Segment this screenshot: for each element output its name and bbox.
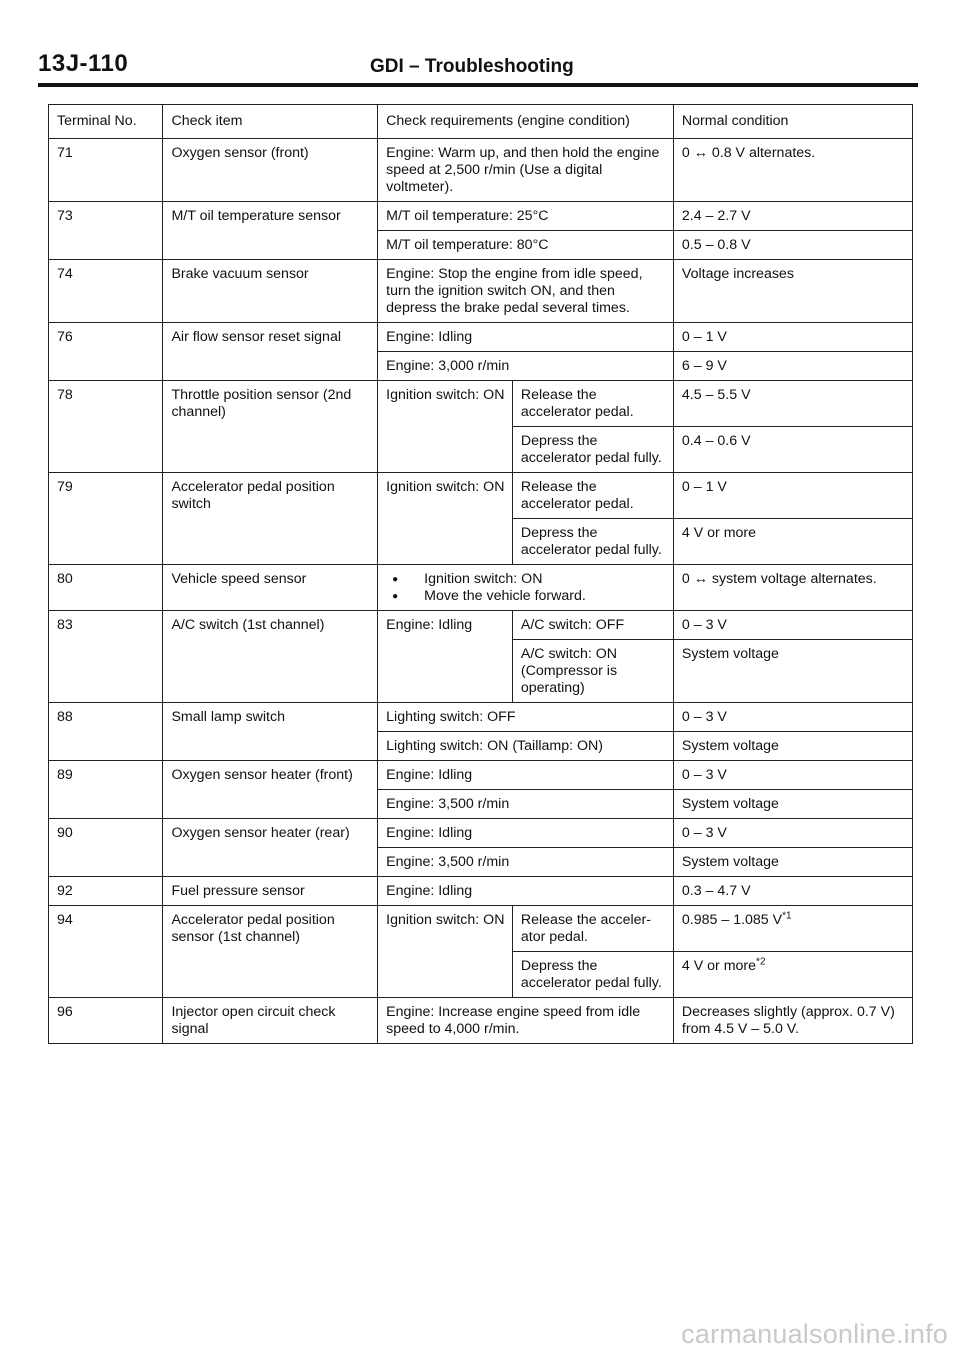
normal-condition: System voltage [673, 732, 912, 761]
check-item: Accelerator pedal position switch [163, 473, 378, 565]
check-item: Injector open circuit check signal [163, 998, 378, 1044]
terminal-no: 92 [49, 877, 163, 906]
check-requirement: Engine: 3,500 r/min [378, 790, 674, 819]
check-sub-requirement: A/C switch: OFF [512, 611, 673, 640]
normal-condition: 0 – 3 V [673, 611, 912, 640]
normal-condition [673, 906, 912, 952]
normal-condition: 4.5 – 5.5 V [673, 381, 912, 427]
check-sub-requirement: Depress the accelerator pedal fully. [512, 952, 673, 998]
table-row [49, 381, 913, 427]
check-requirement: Engine: Idling [378, 877, 674, 906]
normal-condition: 4 V or more [673, 519, 912, 565]
table-row [49, 819, 913, 848]
header-terminal: Terminal No. [49, 105, 163, 139]
check-item: Oxygen sensor (front) [163, 139, 378, 202]
terminal-no: 73 [49, 202, 163, 260]
troubleshooting-table [48, 104, 913, 1044]
check-item: Brake vacuum sensor [163, 260, 378, 323]
normal-condition: 0 – 3 V [673, 761, 912, 790]
terminal-no: 88 [49, 703, 163, 761]
check-item: Fuel pressure sensor [163, 877, 378, 906]
check-requirement: Lighting switch: ON (Taillamp: ON) [378, 732, 674, 761]
normal-condition: 0.3 – 4.7 V [673, 877, 912, 906]
normal-condition: Voltage increases [673, 260, 912, 323]
check-requirement: Engine: 3,000 r/min [378, 352, 674, 381]
page-number: 13J-110 [38, 50, 129, 77]
normal-condition: 2.4 – 2.7 V [673, 202, 912, 231]
check-sub-requirement: Depress the accelerator pedal fully. [512, 427, 673, 473]
bullet-item: ● Move the vehicle forward. [386, 588, 667, 605]
check-requirement: Engine: Warm up, and then hold the engine speed at 2,500 r/min (Use a digital voltmeter). [378, 139, 674, 202]
table-row [49, 565, 913, 611]
check-item: Throttle position sensor (2nd channel) [163, 381, 378, 473]
terminal-no: 79 [49, 473, 163, 565]
check-requirement: M/T oil temperature: 25°C [378, 202, 674, 231]
check-requirement: Lighting switch: OFF [378, 703, 674, 732]
table-row [49, 323, 913, 352]
normal-value: 0.985 – 1.085 V [681, 912, 783, 928]
check-item: Small lamp switch [163, 703, 378, 761]
normal-condition: Decreases slightly (approx. 0.7 V) from 4.5 V – 5.0 V. [673, 998, 912, 1044]
header-rule [38, 83, 918, 87]
check-item: M/T oil temperature sensor [163, 202, 378, 260]
normal-condition: 0 – 1 V [673, 323, 912, 352]
terminal-no: 71 [49, 139, 163, 202]
terminal-no: 74 [49, 260, 163, 323]
check-sub-requirement: Release the accelerator pedal. [512, 473, 673, 519]
normal-condition: 6 – 9 V [673, 352, 912, 381]
check-requirement: Engine: 3,500 r/min [378, 848, 674, 877]
normal-condition: 0.4 – 0.6 V [673, 427, 912, 473]
check-item: Oxygen sensor heater (rear) [163, 819, 378, 877]
check-condition: Ignition switch: ON [378, 473, 513, 565]
bullet-item: ● Ignition switch: ON [386, 571, 667, 588]
table-row [49, 611, 913, 640]
terminal-no: 78 [49, 381, 163, 473]
table-row [49, 473, 913, 519]
table-row [49, 139, 913, 202]
check-requirement: Engine: Idling [378, 323, 674, 352]
footnote-mark: *1 [782, 910, 792, 922]
normal-condition: System voltage [673, 790, 912, 819]
requirement-bullet-list [386, 571, 667, 605]
normal-condition: 0.5 – 0.8 V [673, 231, 912, 260]
check-sub-requirement: A/C switch: ON (Compressor is operating) [512, 640, 673, 703]
page-title: GDI – Troubleshooting [370, 56, 574, 77]
check-condition: Engine: Idling [378, 611, 513, 703]
table-row [49, 260, 913, 323]
check-condition: Ignition switch: ON [378, 381, 513, 473]
table-row [49, 703, 913, 732]
check-sub-requirement: Release the acceler-ator pedal. [512, 906, 673, 952]
normal-value: 4 V or more [681, 958, 757, 974]
terminal-no: 96 [49, 998, 163, 1044]
normal-condition: System voltage [673, 848, 912, 877]
terminal-no: 89 [49, 761, 163, 819]
check-requirement [378, 565, 674, 611]
check-item: Vehicle speed sensor [163, 565, 378, 611]
normal-condition: 0 – 3 V [673, 703, 912, 732]
check-item: Accelerator pedal position sensor (1st channel) [163, 906, 378, 998]
normal-condition: 0 – 3 V [673, 819, 912, 848]
footnote-mark: *2 [756, 956, 766, 968]
check-requirement: Engine: Idling [378, 761, 674, 790]
normal-condition: 0 ↔ system voltage alternates. [673, 565, 912, 611]
terminal-no: 76 [49, 323, 163, 381]
table-row [49, 998, 913, 1044]
check-sub-requirement: Release the accelerator pedal. [512, 381, 673, 427]
normal-condition: 0 – 1 V [673, 473, 912, 519]
check-item: Air flow sensor reset signal [163, 323, 378, 381]
header-normal-condition: Normal condition [673, 105, 912, 139]
normal-condition: 0 ↔ 0.8 V alternates. [673, 139, 912, 202]
normal-condition [673, 952, 912, 998]
check-requirement: Engine: Increase engine speed from idle speed to 4,000 r/min. [378, 998, 674, 1044]
header-check-requirements: Check requirements (engine condition) [378, 105, 674, 139]
watermark: carmanualsonline.info [681, 1319, 948, 1349]
header-check-item: Check item [163, 105, 378, 139]
check-item: A/C switch (1st channel) [163, 611, 378, 703]
check-sub-requirement: Depress the accelerator pedal fully. [512, 519, 673, 565]
terminal-no: 94 [49, 906, 163, 998]
table-row [49, 877, 913, 906]
page-header [38, 50, 918, 86]
terminal-no: 80 [49, 565, 163, 611]
table-row [49, 906, 913, 952]
check-requirement: Engine: Idling [378, 819, 674, 848]
table-header-row [49, 105, 913, 139]
normal-condition: System voltage [673, 640, 912, 703]
table-row [49, 761, 913, 790]
check-requirement: M/T oil temperature: 80°C [378, 231, 674, 260]
table-row [49, 202, 913, 231]
check-condition: Ignition switch: ON [378, 906, 513, 998]
check-requirement: Engine: Stop the engine from idle speed, turn the ignition switch ON, and then depress the brake pedal several times. [378, 260, 674, 323]
terminal-no: 90 [49, 819, 163, 877]
check-item: Oxygen sensor heater (front) [163, 761, 378, 819]
terminal-no: 83 [49, 611, 163, 703]
